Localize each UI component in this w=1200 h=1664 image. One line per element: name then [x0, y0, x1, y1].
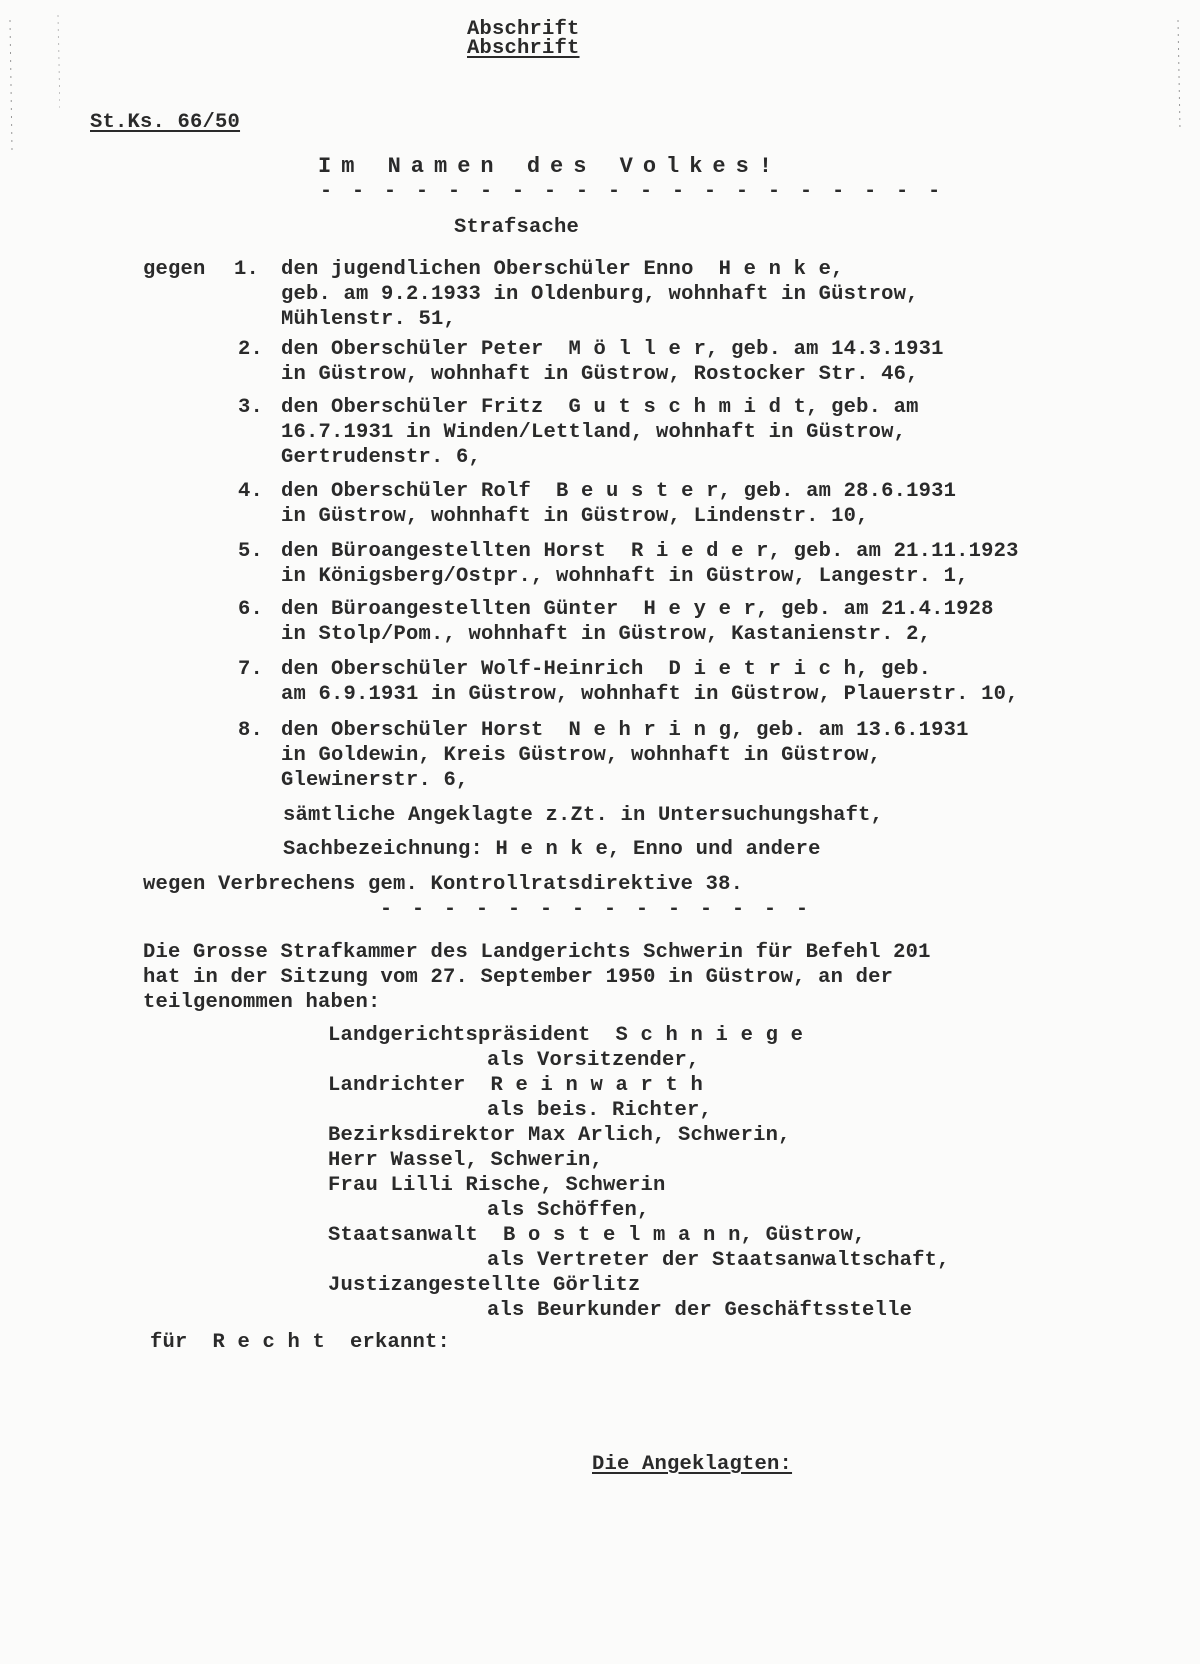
participant-line: Landgerichtspräsident S c h n i e g e [328, 1024, 804, 1047]
defendant-number: 1. [234, 258, 260, 281]
page-title: Im Namen des Volkes! [318, 154, 783, 179]
defendant-number: 4. [238, 480, 264, 503]
charge-rule: - - - - - - - - - - - - - - [380, 898, 813, 921]
defendant-line: in Königsberg/Ostpr., wohnhaft in Güstrow, Langestr. 1, [281, 565, 969, 588]
defendants-intro: gegen [143, 258, 206, 281]
defendant-line: in Stolp/Pom., wohnhaft in Güstrow, Kastanienstr. 2, [281, 623, 932, 646]
case-type: Strafsache [454, 216, 580, 239]
charge: wegen Verbrechens gem. Kontrollratsdirektive 38. [143, 873, 744, 896]
defendant-line: den Oberschüler Wolf-Heinrich D i e t r i c h, geb. [281, 658, 932, 681]
file-number: St.Ks. 66/50 [90, 111, 241, 134]
court-intro-line: teilgenommen haben: [143, 991, 381, 1014]
custody-note: sämtliche Angeklagte z.Zt. in Untersuchungshaft, [283, 804, 884, 827]
defendants-heading: Die Angeklagten: [592, 1453, 793, 1476]
court-intro-line: Die Grosse Strafkammer des Landgerichts Schwerin für Befehl 201 [143, 941, 931, 964]
case-designation: Sachbezeichnung: H e n k e, Enno und andere [283, 838, 821, 861]
defendant-number: 8. [238, 719, 264, 742]
defendant-number: 2. [238, 338, 264, 361]
defendant-line: den Oberschüler Fritz G u t s c h m i d t, geb. am [281, 396, 919, 419]
defendant-line: den Oberschüler Rolf B e u s t e r, geb. am 28.6.1931 [281, 480, 957, 503]
participant-role: als beis. Richter, [487, 1099, 713, 1122]
defendant-line: den Büroangestellten Horst R i e d e r, geb. am 21.11.1923 [281, 540, 1019, 563]
participant-role: als Beurkunder der Geschäftsstelle [487, 1299, 913, 1322]
copy-label-underlined: Abschrift [467, 37, 580, 60]
defendant-line: in Güstrow, wohnhaft in Güstrow, Rostocker Str. 46, [281, 363, 919, 386]
defendant-line: Glewinerstr. 6, [281, 769, 469, 792]
defendant-line: den Büroangestellten Günter H e y e r, geb. am 21.4.1928 [281, 598, 994, 621]
defendant-number: 7. [238, 658, 264, 681]
scan-noise-left [0, 0, 60, 1664]
defendant-line: Mühlenstr. 51, [281, 308, 457, 331]
defendant-line: den Oberschüler Peter M ö l l e r, geb. am 14.3.1931 [281, 338, 944, 361]
participant-line: Justizangestellte Görlitz [328, 1274, 641, 1297]
defendant-number: 5. [238, 540, 264, 563]
participant-role: als Schöffen, [487, 1199, 650, 1222]
court-intro-line: hat in der Sitzung vom 27. September 1950 in Güstrow, an der [143, 966, 894, 989]
copy-label: Abschrift [467, 18, 580, 41]
defendant-line: in Goldewin, Kreis Güstrow, wohnhaft in Güstrow, [281, 744, 882, 767]
participant-role: als Vertreter der Staatsanwaltschaft, [487, 1249, 950, 1272]
participant-line: Landrichter R e i n w a r t h [328, 1074, 704, 1097]
participant-line: Bezirksdirektor Max Arlich, Schwerin, [328, 1124, 791, 1147]
verdict-line: für R e c h t erkannt: [150, 1331, 451, 1354]
scan-noise-right [1158, 0, 1198, 200]
defendant-line: 16.7.1931 in Winden/Lettland, wohnhaft in Güstrow, [281, 421, 907, 444]
defendant-number: 3. [238, 396, 264, 419]
participant-role: als Vorsitzender, [487, 1049, 700, 1072]
defendant-line: Gertrudenstr. 6, [281, 446, 482, 469]
defendant-line: in Güstrow, wohnhaft in Güstrow, Lindenstr. 10, [281, 505, 869, 528]
participant-line: Herr Wassel, Schwerin, [328, 1149, 604, 1172]
defendant-line: den jugendlichen Oberschüler Enno H e n k e, [281, 258, 844, 281]
title-rule: - - - - - - - - - - - - - - - - - - - - [320, 180, 945, 203]
defendant-number: 6. [238, 598, 264, 621]
defendant-line: geb. am 9.2.1933 in Oldenburg, wohnhaft in Güstrow, [281, 283, 919, 306]
defendant-line: am 6.9.1931 in Güstrow, wohnhaft in Güstrow, Plauerstr. 10, [281, 683, 1019, 706]
participant-line: Frau Lilli Rische, Schwerin [328, 1174, 666, 1197]
participant-line: Staatsanwalt B o s t e l m a n n, Güstrow, [328, 1224, 866, 1247]
defendant-line: den Oberschüler Horst N e h r i n g, geb. am 13.6.1931 [281, 719, 969, 742]
